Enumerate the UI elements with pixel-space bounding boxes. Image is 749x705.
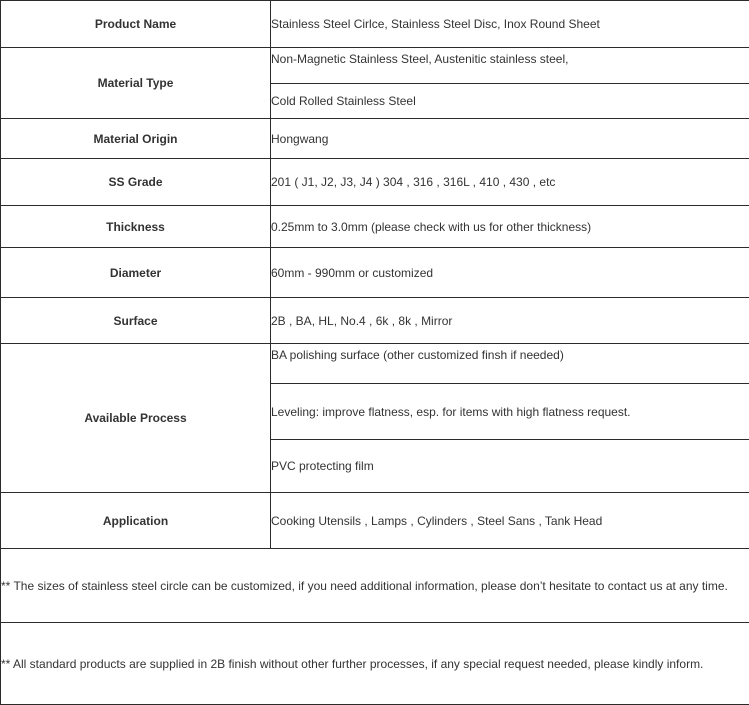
row-value-material-type-1: Non-Magnetic Stainless Steel, Austenitic stainless steel, — [271, 48, 749, 84]
row-label-ss-grade: SS Grade — [1, 159, 271, 206]
note-standard-finish: ** All standard products are supplied in 2B finish without other further processes, if any special request needed, please kindly inform. — [1, 623, 749, 705]
row-label-diameter: Diameter — [1, 248, 271, 298]
row-label-available-process: Available Process — [1, 344, 271, 493]
row-value-application: Cooking Utensils , Lamps , Cylinders , Steel Sans , Tank Head — [271, 493, 749, 549]
table-row — [1, 48, 749, 84]
table-row — [1, 298, 749, 344]
table-row — [1, 159, 749, 206]
table-row — [1, 248, 749, 298]
row-value-material-type-2: Cold Rolled Stainless Steel — [271, 84, 749, 119]
table-row — [1, 493, 749, 549]
table-row — [1, 119, 749, 159]
row-label-application: Application — [1, 493, 271, 549]
row-value-thickness: 0.25mm to 3.0mm (please check with us for other thickness) — [271, 206, 749, 248]
table-row — [1, 549, 749, 623]
row-label-thickness: Thickness — [1, 206, 271, 248]
row-label-product-name: Product Name — [1, 1, 271, 48]
table-row — [1, 1, 749, 48]
table-row — [1, 623, 749, 705]
note-customization: ** The sizes of stainless steel circle can be customized, if you need additional information, please don’t hesitate to contact us at any time. — [1, 549, 749, 623]
row-label-surface: Surface — [1, 298, 271, 344]
table-row — [1, 206, 749, 248]
row-value-product-name: Stainless Steel Cirlce, Stainless Steel Disc, Inox Round Sheet — [271, 1, 749, 48]
row-value-process-3: PVC protecting film — [271, 440, 749, 493]
row-value-material-origin: Hongwang — [271, 119, 749, 159]
row-value-process-1: BA polishing surface (other customized finsh if needed) — [271, 344, 749, 384]
row-value-ss-grade: 201 ( J1, J2, J3, J4 ) 304 , 316 , 316L , 410 , 430 , etc — [271, 159, 749, 206]
row-label-material-type: Material Type — [1, 48, 271, 119]
row-value-diameter: 60mm - 990mm or customized — [271, 248, 749, 298]
row-label-material-origin: Material Origin — [1, 119, 271, 159]
row-value-process-2: Leveling: improve flatness, esp. for items with high flatness request. — [271, 384, 749, 440]
table-row — [1, 344, 749, 384]
row-value-surface: 2B , BA, HL, No.4 , 6k , 8k , Mirror — [271, 298, 749, 344]
